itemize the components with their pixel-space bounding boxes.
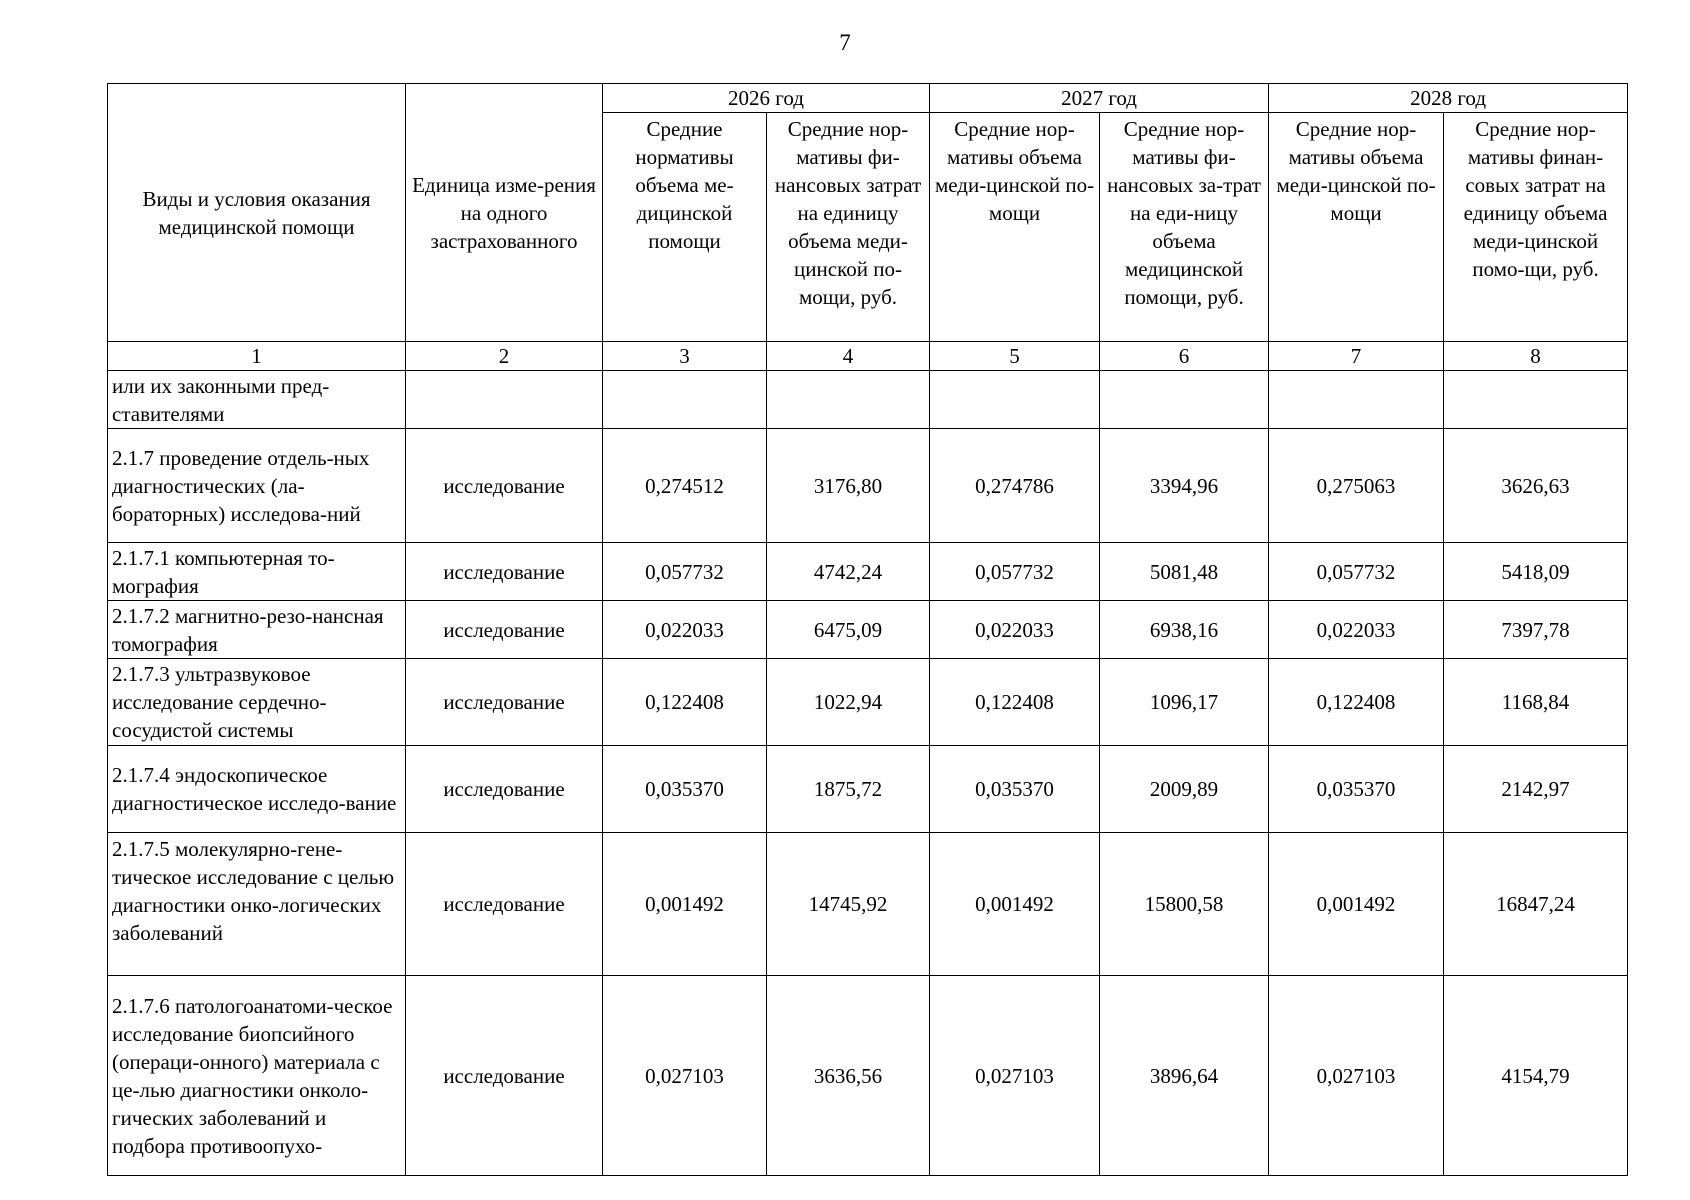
table-row — [108, 371, 1628, 429]
column-number: 2 — [406, 342, 603, 371]
row-cost-2027: 6938,16 — [1100, 601, 1269, 659]
row-volume-2028: 0,001492 — [1269, 833, 1444, 976]
header-cost-2027: Средние нор-мативы фи-нансовых за-трат на еди-ницу объема медицинской помощи, руб. — [1100, 113, 1269, 342]
normatives-table — [107, 83, 1628, 1176]
row-name: 2.1.7.4 эндоскопическое диагностическое исследо-вание — [108, 746, 406, 833]
row-unit: исследование — [406, 976, 603, 1176]
row-cost-2028: 4154,79 — [1444, 976, 1628, 1176]
row-cost-2028 — [1444, 371, 1628, 429]
header-year-2028: 2028 год — [1269, 84, 1628, 113]
row-name: 2.1.7 проведение отдель-ных диагностических (ла-бораторных) исследова-ний — [108, 429, 406, 543]
row-volume-2027: 0,001492 — [930, 833, 1100, 976]
row-volume-2027: 0,122408 — [930, 659, 1100, 746]
row-cost-2028: 1168,84 — [1444, 659, 1628, 746]
table-row — [108, 543, 1628, 601]
column-number-row — [108, 342, 1628, 371]
header-cost-2028: Средние нор-мативы финан-совых затрат на единицу объема меди-цинской помо-щи, руб. — [1444, 113, 1628, 342]
row-volume-2026: 0,057732 — [603, 543, 767, 601]
row-cost-2026: 1875,72 — [767, 746, 930, 833]
row-cost-2027: 15800,58 — [1100, 833, 1269, 976]
header-row-years — [108, 84, 1628, 113]
row-name: 2.1.7.3 ультразвуковое исследование сердечно-сосудистой системы — [108, 659, 406, 746]
row-unit: исследование — [406, 543, 603, 601]
row-name: 2.1.7.2 магнитно-резо-нансная томография — [108, 601, 406, 659]
row-cost-2026: 14745,92 — [767, 833, 930, 976]
row-unit: исследование — [406, 833, 603, 976]
row-cost-2027: 3394,96 — [1100, 429, 1269, 543]
row-cost-2028: 16847,24 — [1444, 833, 1628, 976]
column-number: 4 — [767, 342, 930, 371]
row-volume-2026: 0,274512 — [603, 429, 767, 543]
row-volume-2028 — [1269, 371, 1444, 429]
table-row — [108, 833, 1628, 976]
table-row — [108, 601, 1628, 659]
row-cost-2026: 6475,09 — [767, 601, 930, 659]
header-cost-2026: Средние нор-мативы фи-нансовых затрат на единицу объема меди-цинской по-мощи, руб. — [767, 113, 930, 342]
row-volume-2028: 0,122408 — [1269, 659, 1444, 746]
header-volume-2028: Средние нор-мативы объема меди-цинской по-мощи — [1269, 113, 1444, 342]
row-volume-2026: 0,001492 — [603, 833, 767, 976]
table-row — [108, 746, 1628, 833]
row-cost-2026: 3176,80 — [767, 429, 930, 543]
header-unit: Единица изме-рения на одного застрахованного — [406, 84, 603, 342]
row-volume-2026: 0,022033 — [603, 601, 767, 659]
column-number: 1 — [108, 342, 406, 371]
column-number: 7 — [1269, 342, 1444, 371]
row-volume-2027: 0,035370 — [930, 746, 1100, 833]
row-cost-2028: 5418,09 — [1444, 543, 1628, 601]
row-cost-2027 — [1100, 371, 1269, 429]
column-number: 3 — [603, 342, 767, 371]
row-cost-2027: 5081,48 — [1100, 543, 1269, 601]
row-volume-2027: 0,027103 — [930, 976, 1100, 1176]
row-volume-2028: 0,275063 — [1269, 429, 1444, 543]
row-cost-2027: 1096,17 — [1100, 659, 1269, 746]
header-volume-2027: Средние нор-мативы объема меди-цинской по-мощи — [930, 113, 1100, 342]
row-unit: исследование — [406, 746, 603, 833]
row-volume-2026: 0,122408 — [603, 659, 767, 746]
row-cost-2026 — [767, 371, 930, 429]
column-number: 8 — [1444, 342, 1628, 371]
header-volume-2026: Средние нормативы объема ме-дицинской помощи — [603, 113, 767, 342]
row-volume-2027: 0,274786 — [930, 429, 1100, 543]
row-volume-2026 — [603, 371, 767, 429]
column-number: 6 — [1100, 342, 1269, 371]
row-cost-2026: 3636,56 — [767, 976, 930, 1176]
header-year-2026: 2026 год — [603, 84, 930, 113]
row-cost-2026: 4742,24 — [767, 543, 930, 601]
row-volume-2028: 0,057732 — [1269, 543, 1444, 601]
column-number: 5 — [930, 342, 1100, 371]
row-cost-2028: 2142,97 — [1444, 746, 1628, 833]
row-volume-2028: 0,035370 — [1269, 746, 1444, 833]
table-row — [108, 659, 1628, 746]
row-volume-2027: 0,022033 — [930, 601, 1100, 659]
row-volume-2026: 0,035370 — [603, 746, 767, 833]
row-volume-2028: 0,022033 — [1269, 601, 1444, 659]
row-unit — [406, 371, 603, 429]
row-unit: исследование — [406, 659, 603, 746]
row-name: 2.1.7.6 патологоанатоми-ческое исследование биопсийного (операци-онного) материала с це-лью диагностики онколо-гических заболеваний и подбора противоопухо- — [108, 976, 406, 1176]
row-volume-2028: 0,027103 — [1269, 976, 1444, 1176]
table-row — [108, 429, 1628, 543]
row-name: 2.1.7.5 молекулярно-гене-тическое исследование с целью диагностики онко-логических заболеваний — [108, 833, 406, 976]
row-volume-2027: 0,057732 — [930, 543, 1100, 601]
row-cost-2028: 3626,63 — [1444, 429, 1628, 543]
row-name: 2.1.7.1 компьютерная то-мография — [108, 543, 406, 601]
row-unit: исследование — [406, 601, 603, 659]
row-unit: исследование — [406, 429, 603, 543]
row-cost-2026: 1022,94 — [767, 659, 930, 746]
row-volume-2027 — [930, 371, 1100, 429]
row-cost-2027: 3896,64 — [1100, 976, 1269, 1176]
header-types-conditions: Виды и условия оказания медицинской помощи — [108, 84, 406, 342]
table-row — [108, 976, 1628, 1176]
row-cost-2028: 7397,78 — [1444, 601, 1628, 659]
row-cost-2027: 2009,89 — [1100, 746, 1269, 833]
header-year-2027: 2027 год — [930, 84, 1269, 113]
row-volume-2026: 0,027103 — [603, 976, 767, 1176]
page-number: 7 — [839, 30, 851, 55]
row-name: или их законными пред-ставителями — [108, 371, 406, 429]
